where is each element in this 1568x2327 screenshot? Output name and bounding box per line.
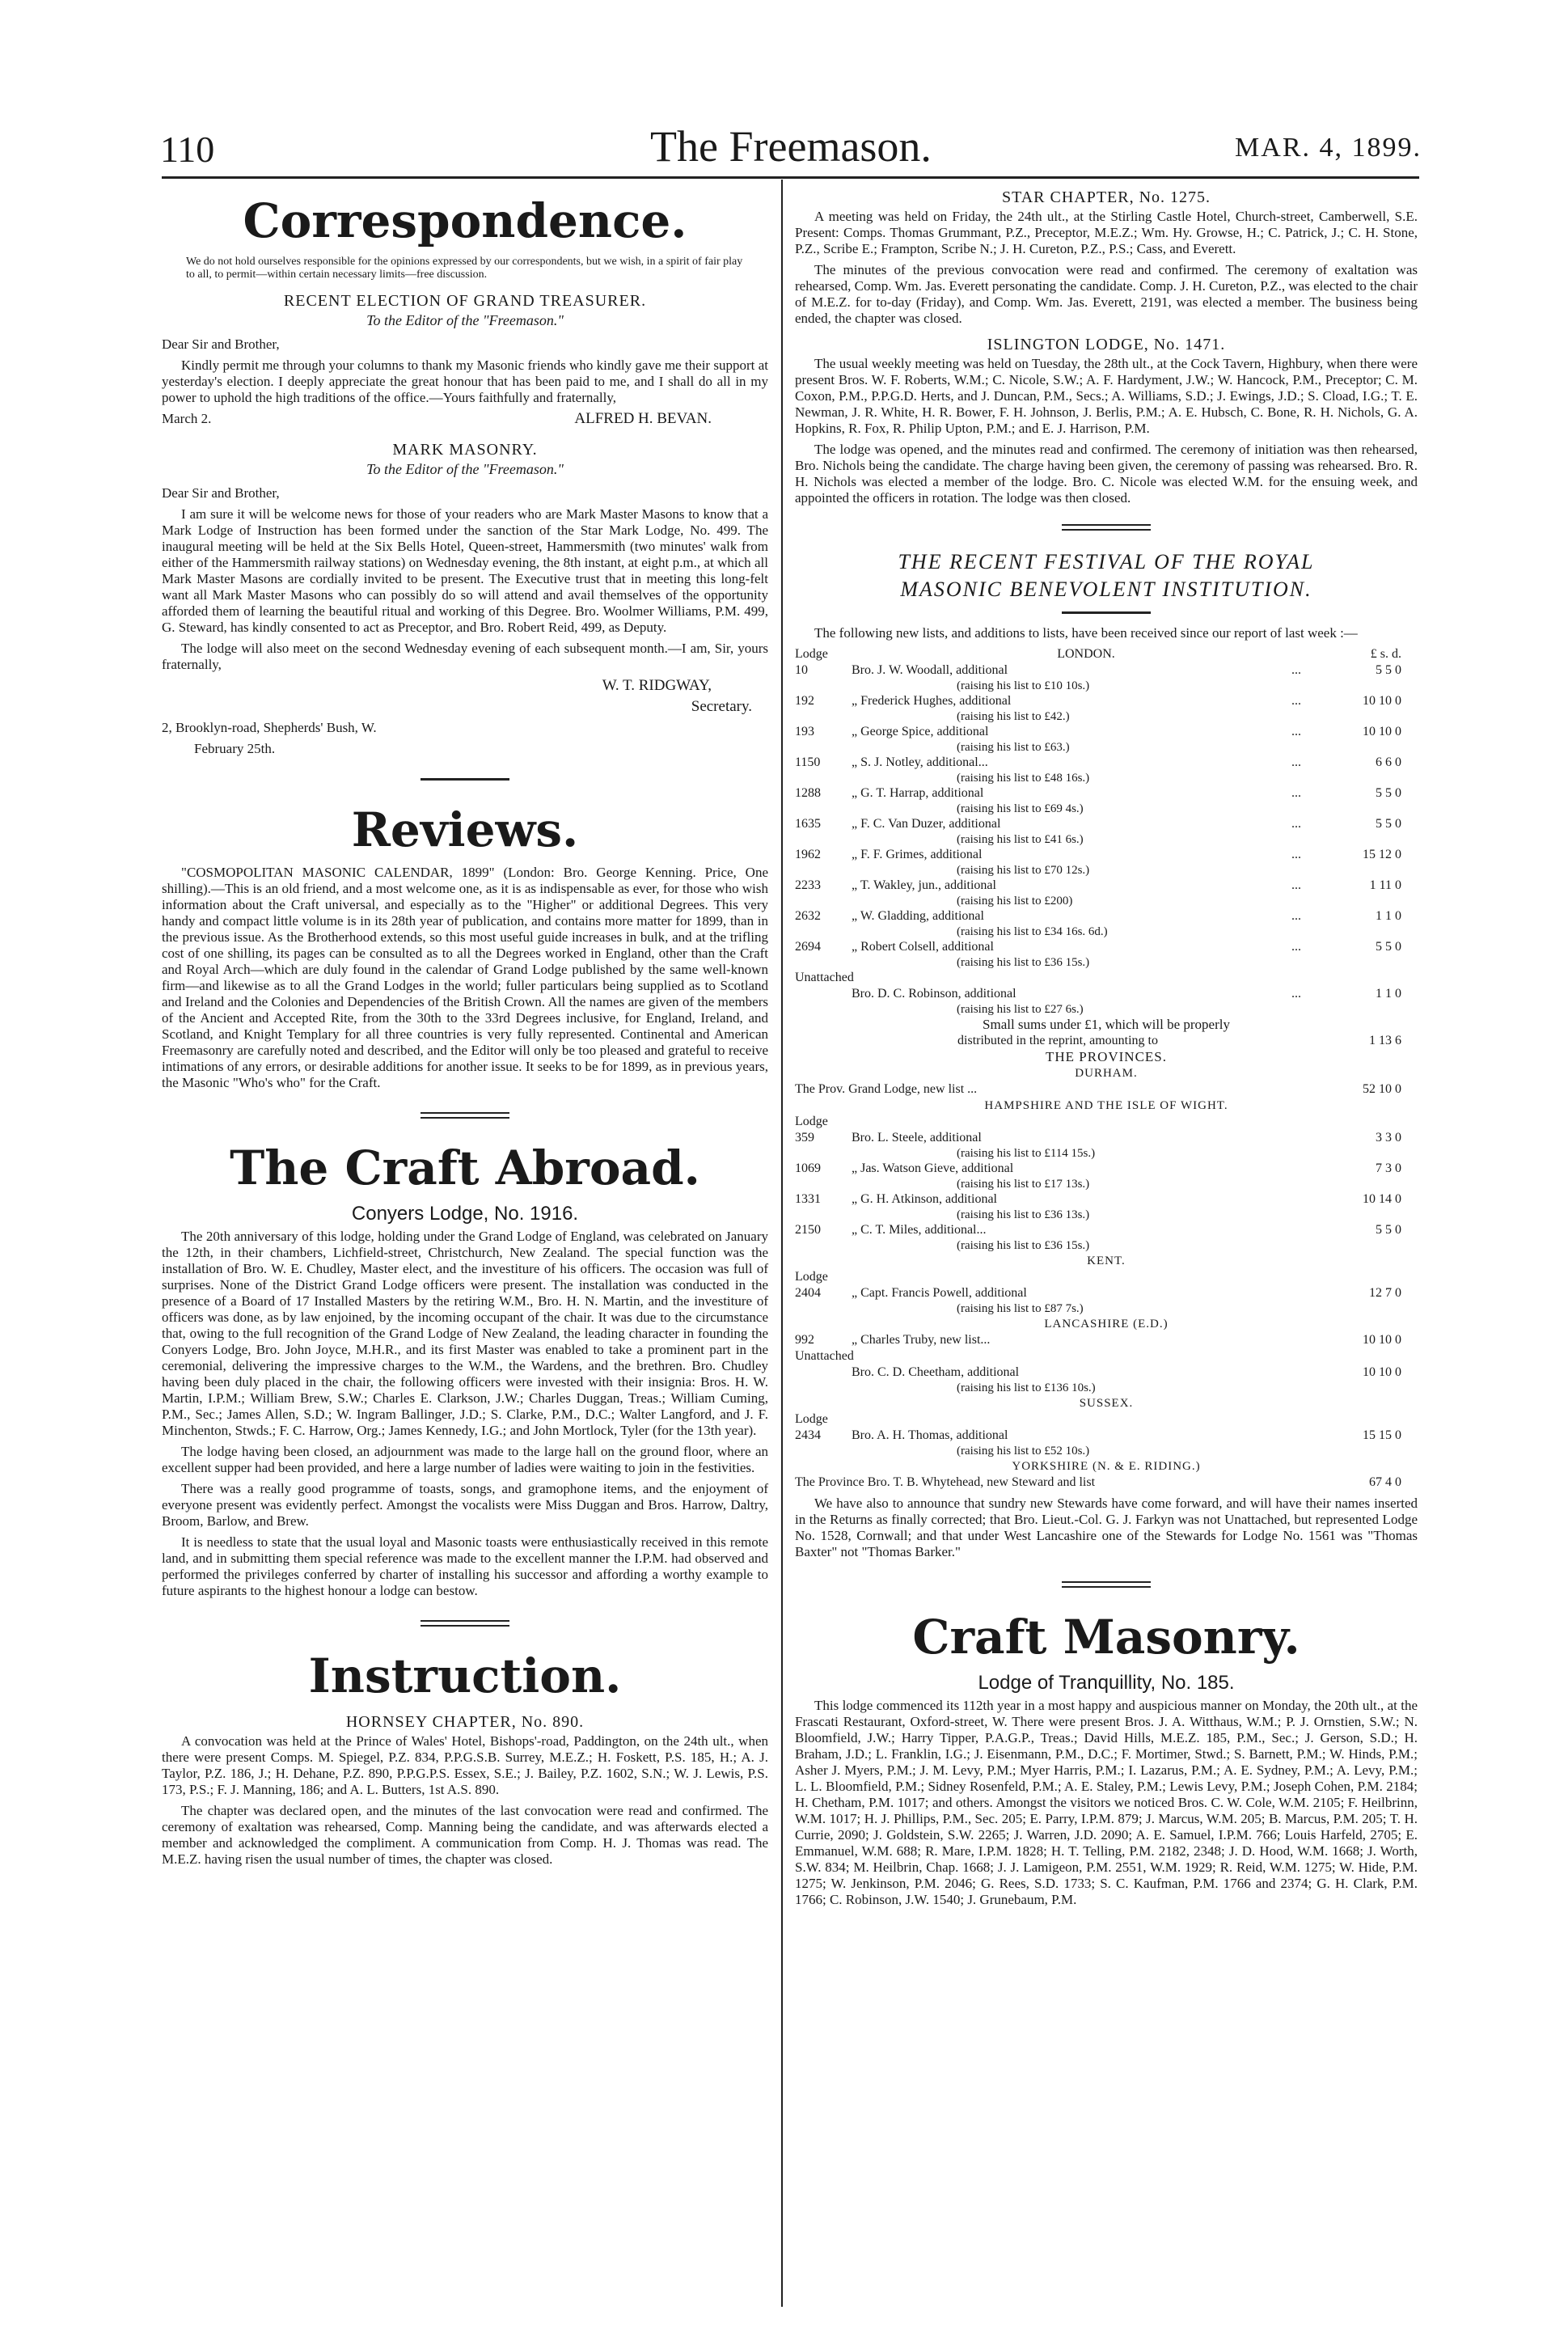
small-sums-line2: distributed in the reprint, amounting to: [957, 1034, 1158, 1047]
letter2-signature: W. T. RIDGWAY,: [602, 677, 712, 694]
leader-dots: ...: [1291, 755, 1301, 769]
lodge-number: 193: [795, 725, 814, 738]
table-row: [795, 1161, 1418, 1177]
craft-abroad-p4: It is needless to state that the usual loyal and Masonic toasts were enthusiastically received in this remote land, and in submitting them special reference was made to the excellent manner the I.P.M. had observed and performed the privileges conferred by charter of installing his successor and affording a worthy example to future aspirants to the highest honour a lodge can bestow.: [162, 1534, 768, 1598]
lodge-number: 359: [795, 1131, 814, 1144]
correspondence-heading: Correspondence.: [243, 193, 687, 248]
raise-note: (raising his list to £42.): [957, 710, 1070, 723]
amount: 10 14 0: [1363, 1192, 1401, 1206]
star-chapter-p2: The minutes of the previous convocation were read and confirmed. The ceremony of exaltation was rehearsed, Comp. Wm. Jas. Everett personating the candidate. Comp. J. H. Cureton, P.Z., was elected to the chair of M.E.Z. for to-day (Friday), and Comp. Wm. Jas. Everett, 2191, was elected a member. The business being ended, the chapter was closed.: [795, 262, 1418, 326]
table-row: [795, 785, 1418, 802]
raise-note: (raising his list to £34 16s. 6d.): [957, 925, 1108, 938]
lodge-number: 2694: [795, 940, 821, 954]
instruction-p1: A convocation was held at the Prince of Wales' Hotel, Bishops'-road, Paddington, on the 24th ult., when there were present Comps. M. Spiegel, P.Z. 834, P.P.G.S.B. Surrey, M.E.Z.; H. Foskett, P.S. 185, H.; A. J. Taylor, P.Z. 186, J.; H. Dehane, P.Z. 890, P.P.G.P.S. Essex, S.E.; J. Bailey, P.Z. 1602, S.N.; W. J. Lewis, P.S. 173, P.S.; F. J. Manning, 186; and A. L. Butters, 1st A.S. 890.: [162, 1733, 768, 1797]
conyers-lodge-title: Conyers Lodge, No. 1916.: [351, 1203, 579, 1225]
cheetham-name: Bro. C. D. Cheetham, additional: [852, 1365, 1020, 1379]
separator: [1062, 611, 1151, 614]
sussex-amount: 15 15 0: [1363, 1428, 1401, 1442]
subscriber-name: „ F. F. Grimes, additional: [852, 848, 983, 861]
letter1-signature: ALFRED H. BEVAN.: [574, 410, 712, 427]
leader-dots: ...: [1291, 694, 1301, 708]
amount: 5 5 0: [1376, 817, 1401, 831]
raise-note: (raising his list to £10 10s.): [957, 679, 1090, 692]
raise-note: (raising his list to £70 12s.): [957, 864, 1090, 877]
lodge-label: Lodge: [795, 1270, 828, 1284]
table-row: [795, 908, 1418, 924]
letter2-address: 2, Brooklyn-road, Shepherds' Bush, W.: [162, 720, 377, 735]
letter2-date: February 25th.: [194, 741, 276, 756]
masthead: The Freemason.: [650, 122, 932, 171]
lodge-number: 192: [795, 694, 814, 708]
raise-note: (raising his list to £36 15s.): [957, 956, 1090, 969]
leader-dots: ...: [1291, 940, 1301, 954]
robinson-dots: ...: [1291, 987, 1301, 1001]
separator: [1062, 1581, 1151, 1588]
lodge-number: 1069: [795, 1161, 821, 1175]
table-row: [795, 1191, 1418, 1208]
leader-dots: ...: [1291, 909, 1301, 923]
star-chapter-p1: A meeting was held on Friday, the 24th ult., at the Stirling Castle Hotel, Church-street, Camberwell, S.E. Present: Comps. Thomas Grummant, P.Z., Preceptor, M.E.Z.; Wm. Hy. Growse, H.; C. Patrick, J.; C. H. Stone, P.Z., Scribe E.; Frampton, Scribe N.; J. H. Cureton, P.Z., P.S.; Cass, and Everett.: [795, 209, 1418, 256]
lancashire-label: LANCASHIRE (E.D.): [1044, 1318, 1169, 1331]
letter2-role: Secretary.: [691, 698, 752, 715]
col-lodge: Lodge: [795, 647, 828, 661]
amount: 1 1 0: [1376, 909, 1401, 923]
provinces-label: THE PROVINCES.: [1045, 1049, 1167, 1064]
islington-p2: The lodge was opened, and the minutes read and confirmed. The ceremony of initiation was then rehearsed, Bro. Nichols being the candidate. The charge having been given, the ceremony of passing was rehearsed. Bro. R. H. Nichols was elected a member of the lodge. Bro. C. Nicole was elected W.M. for the ensuing week, and appointed the officers in rotation. The lodge was then closed.: [795, 442, 1418, 506]
small-sums-line1: Small sums under £1, which will be properly: [983, 1017, 1230, 1032]
lodge-number: 2233: [795, 878, 821, 892]
leader-dots: ...: [1291, 817, 1301, 831]
yorkshire-label: YORKSHIRE (N. & E. RIDING.): [1012, 1460, 1201, 1473]
table-row: [795, 1332, 1418, 1348]
editor-note: We do not hold ourselves responsible for the opinions expressed by our correspondents, but we wish, in a spirit of fair play to all, to permit—within certain necessary limits—free discussion.: [186, 256, 743, 281]
header-rule: [162, 176, 1419, 179]
col-region: LONDON.: [1057, 647, 1115, 661]
letter2-body1: I am sure it will be welcome news for those of your readers who are Mark Master Masons to know that a Mark Lodge of Instruction has been formed under the sanction of the Star Mark Lodge, No. 499. The inaugural meeting will be held at the Six Bells Hotel, Queen-street, Hammersmith (two minutes' walk from either of the Hammersmith railway stations) on Wednesday evening, the 8th instant, at eight p.m., at which all Mark Master Masons are cordially invited to be present. The Executive trust that in meeting this long-felt want all Mark Master Masons who can possibly do so will attend and avail themselves of the opportunity afforded them of learning the beautiful ritual and working of this Degree. Bro. Woolmer Williams, P.M. 499, G. Steward, has kindly consented to act as Preceptor, and Bro. Robert Reid, 499, as Deputy.: [162, 506, 768, 635]
subscriber-name: „ T. Wakley, jun., additional: [852, 878, 996, 892]
hampshire-label: HAMPSHIRE AND THE ISLE OF WIGHT.: [984, 1099, 1228, 1112]
sussex-lodge: 2434: [795, 1428, 821, 1442]
leader-dots: ...: [1291, 786, 1301, 800]
separator: [421, 778, 509, 781]
subscriber-name: „ G. H. Atkinson, additional: [852, 1192, 997, 1206]
unattached-label: Unattached: [795, 1349, 854, 1363]
subscriber-name: „ Robert Colsell, additional: [852, 940, 994, 954]
craft-abroad-p2: The lodge having been closed, an adjournment was made to the large hall on the ground floor, where an excellent supper had been provided, and here a large number of ladies were waiting to join in the festivities.: [162, 1444, 768, 1475]
letter1-title: RECENT ELECTION OF GRAND TREASURER.: [283, 292, 647, 310]
table-row: [795, 693, 1418, 709]
lodge-number: 1288: [795, 786, 821, 800]
amount: 5 5 0: [1376, 786, 1401, 800]
table-row: [795, 662, 1418, 679]
table-row: [795, 816, 1418, 832]
letter1-footer: [162, 411, 768, 427]
subscriber-name: Bro. J. W. Woodall, additional: [852, 663, 1008, 677]
islington-title: ISLINGTON LODGE, No. 1471.: [987, 336, 1226, 353]
york-amount: 67 4 0: [1369, 1475, 1401, 1489]
lodge-number: 1635: [795, 817, 821, 831]
amount: 5 5 0: [1376, 663, 1401, 677]
amount: 7 3 0: [1376, 1161, 1401, 1175]
letter1-salutation: Dear Sir and Brother,: [162, 336, 280, 352]
raise-note: (raising his list to £36 13s.): [957, 1208, 1090, 1221]
table-row: [795, 1130, 1418, 1146]
table-row: [795, 847, 1418, 863]
separator: [421, 1112, 509, 1119]
subscriber-name: „ George Spice, additional: [852, 725, 989, 738]
subscriber-name: „ F. C. Van Duzer, additional: [852, 817, 1001, 831]
separator: [1062, 524, 1151, 531]
subscriber-name: „ G. T. Harrap, additional: [852, 786, 984, 800]
table-row: [795, 1474, 1418, 1491]
star-chapter-title: STAR CHAPTER, No. 1275.: [1001, 188, 1211, 206]
kent-lodge: 2404: [795, 1286, 821, 1300]
craft-abroad-heading: The Craft Abroad.: [230, 1140, 700, 1195]
subscriber-name: „ C. T. Miles, additional...: [852, 1223, 987, 1237]
subscriber-name: „ W. Gladding, additional: [852, 909, 984, 923]
amount: 10 10 0: [1363, 694, 1401, 708]
cheetham-amount: 10 10 0: [1363, 1365, 1401, 1379]
amount: 5 5 0: [1376, 940, 1401, 954]
table-row: [795, 878, 1418, 894]
letter1-to: To the Editor of the "Freemason.": [366, 312, 564, 328]
letter1-date: March 2.: [162, 411, 212, 426]
issue-date: MAR. 4, 1899.: [1235, 133, 1422, 163]
raise-note: (raising his list to £48 16s.): [957, 772, 1090, 785]
table-row: [795, 1285, 1418, 1301]
small-sums-amount: 1 13 6: [1369, 1034, 1401, 1047]
hampshire-list: [795, 1130, 1418, 1253]
festival-intro: The following new lists, and additions to lists, have been received since our report of last week :—: [814, 625, 1358, 641]
raise-note: (raising his list to £41 6s.): [957, 833, 1084, 846]
cheetham-raise: (raising his list to £136 10s.): [957, 1381, 1096, 1394]
instruction-p2: The chapter was declared open, and the minutes of the last convocation were read and confirmed. The ceremony of exaltation was rehearsed, Comp. Manning being the candidate, and was afterwards elected a member and acknowledged the compliment. A communication from Comp. H. J. Thomas was read. The M.E.Z. having risen the usual number of times, the chapter was closed.: [162, 1803, 768, 1867]
lodge-label: Lodge: [795, 1115, 828, 1128]
lodge-number: 1331: [795, 1192, 821, 1206]
durham-label: DURHAM.: [1075, 1067, 1138, 1080]
table-header: [795, 646, 1418, 662]
tranquillity-lodge-title: Lodge of Tranquillity, No. 185.: [978, 1672, 1235, 1694]
craft-abroad-p3: There was a really good programme of toasts, songs, and gramophone items, and the enjoyment of everyone present was evidently perfect. Amongst the vocalists were Miss Duggan and Bros. Harrow, Daltry, Broom, Barlow, and Brew.: [162, 1481, 768, 1529]
amount: 6 6 0: [1376, 755, 1401, 769]
craft-masonry-p1: This lodge commenced its 112th year in a most happy and auspicious manner on Monday, the 20th ult., at the Frascati Restaurant, Oxford-street, W. There were present Bros. J. A. Witthaus, W.M.; P. J. Ornstien, S.W.; N. Bloomfield, J.W.; Harry Tipper, P.A.G.P., Treas.; David Hills, M.E.Z. 185, P.M., Sec.; J. Gerson, S.D.; H. Braham, J.D.; L. Franklin, I.G.; J. Eisenmann, P.M., D.C.; F. Mortimer, Stwd.; S. Barnett, P.M.; W. Hinds, P.M.; Asher J. Myers, P.M.; J. M. Levy, P.M.; Myer Harris, P.M.; I. Lazarus, P.M.; A. E. Sydney, P.M.; A. Levy, P.M.; L. L. Bloomfield, P.M.; Sidney Rosenfeld, P.M.; A. E. Staley, P.M.; Lewis Levy, P.M.; Joseph Cohen, P.M. 2184; H. Chetham, P.M. 1017; and others. Amongst the visitors we noticed Bros. C. W. Cole, W.M. 2105; F. Heilbrinn, W.M. 1017; H. J. Phillips, P.M., Sec. 205; E. Parry, I.P.M. 879; J. Marcus, W.M. 205; B. Marcus, P.M. 205; T. H. Currie, 2090; J. Goldstein, S.W. 2265; J. Warren, J.D. 2090; A. E. Samuel, I.P.M. 766; Louis Harfeld, 2705; E. Emmanuel, W.M. 688; R. Mare, I.P.M. 1828; H. T. Telling, P.M. 2182, 2348; J. D. Hood, W.M. 1668; J. Worth, S.W. 834; M. Heilbrin, Chap. 1668; J. J. Lamigeon, P.M. 2551, W.M. 1929; R. Reid, W.M. 1275; W. Hide, P.M. 1275; W. Jenkinson, P.M. 2046; G. Rees, S.D. 1733; S. C. Kaufman, P.M. 1766 and 2374; G. H. Clark, P.M. 1766; C. Robinson, J.W. 1540; J. Grunebaum, P.M.: [795, 1698, 1418, 1907]
amount: 10 10 0: [1363, 725, 1401, 738]
kent-amount: 12 7 0: [1369, 1286, 1401, 1300]
prov-grand-amount: 52 10 0: [1363, 1082, 1401, 1096]
table-row: [795, 724, 1418, 740]
amount: 5 5 0: [1376, 1223, 1401, 1237]
letter1-body: Kindly permit me through your columns to thank my Masonic friends who kindly gave me their support at yesterday's election. I deeply appreciate the great honour that has been paid to me, and I shall do all in my power to uphold the high traditions of the office.—Yours faithfully and fraternally,: [162, 358, 768, 405]
table-row: [795, 755, 1418, 771]
leader-dots: ...: [1291, 725, 1301, 738]
festival-title: [795, 548, 1418, 603]
kent-name: „ Capt. Francis Powell, additional: [852, 1286, 1027, 1300]
lodge-number: 10: [795, 663, 808, 677]
left-column: [162, 186, 768, 1872]
raise-note: (raising his list to £36 15s.): [957, 1239, 1090, 1252]
robinson-raise: (raising his list to £27 6s.): [957, 1003, 1084, 1016]
amount: 1 11 0: [1369, 878, 1401, 892]
york-name: The Province Bro. T. B. Whytehead, new Steward and list: [795, 1475, 1096, 1489]
robinson-amount: 1 1 0: [1376, 987, 1401, 1001]
letter2-title: MARK MASONRY.: [392, 441, 538, 459]
page-header: [160, 121, 1422, 178]
reviews-heading: Reviews.: [351, 802, 579, 857]
letter2-to: To the Editor of the "Freemason.": [366, 461, 564, 477]
table-row: [795, 1428, 1418, 1444]
sussex-label: SUSSEX.: [1079, 1397, 1134, 1410]
table-row: [795, 986, 1418, 1002]
page-number: 110: [160, 129, 215, 170]
table-row: [795, 1033, 1418, 1049]
raise-note: (raising his list to £63.): [957, 741, 1070, 754]
festival-title-line2: MASONIC BENEVOLENT INSTITUTION.: [900, 578, 1312, 601]
craft-abroad-p1: The 20th anniversary of this lodge, holding under the Grand Lodge of England, was celebrated on January the 12th, in their chambers, Lichfield-street, Christchurch, New Zealand. The special function was the installation of Bro. W. E. Chudley, Master elect, and the investiture of his officers. The occasion was full of surprises. None of the District Grand Lodge officers were present. The installation was conducted in the presence of a Board of 17 Installed Masters by the retiring W.M., Bro. H. N. Martin, and the investiture of officers was done, as by law enjoined, by the incoming occupant of the chair. It was due to the circumstance that, owing to the full recognition of the Grand Lodge of New Zealand, the leading character in founding the Conyers Lodge, Bro. John Joyce, M.H.R., and its first Master was enabled to take a prominent part in the ceremonial, delivering the impressive charges to the W.M., the Wardens, and the brethren. Bro. Chudley having been duly placed in the chair, the following officers were invested with their insignia: Bros. H. W. Martin, I.P.M.; William Brew, S.W.; Charles E. Clarkson, J.W.; Charles Duggan, Treas.; William Cuming, P.M., Sec.; James Allen, S.D.; W. Ingram Ballinger, J.D.; S. Clarke, P.M., D.C.; Walter Langford, and J. F. Minchenton, Stwds.; F. C. Harrow, Org.; James Kennedy, I.G.; and John Mortlock, Tyler (for the 13th year).: [162, 1229, 768, 1438]
lanc-amount: 10 10 0: [1363, 1333, 1401, 1347]
lodge-number: 2632: [795, 909, 821, 923]
craft-masonry-heading: Craft Masonry.: [912, 1610, 1300, 1665]
amount: 3 3 0: [1376, 1131, 1401, 1144]
table-row: [795, 1081, 1418, 1098]
leader-dots: ...: [1291, 848, 1301, 861]
lodge-number: 1962: [795, 848, 821, 861]
kent-label: KENT.: [1087, 1254, 1126, 1267]
subscriber-name: Bro. L. Steele, additional: [852, 1131, 982, 1144]
subscriber-name: „ Frederick Hughes, additional: [852, 694, 1012, 708]
separator: [421, 1620, 509, 1627]
sussex-raise: (raising his list to £52 10s.): [957, 1445, 1090, 1458]
festival-closing: We have also to announce that sundry new Stewards have come forward, and will have their names inserted in the Returns as finally corrected; that Bro. Lieut.-Col. G. J. Farkyn was not Unattached, but represented Lodge No. 1528, Cornwall; and that under West Lancashire one of the Stewards for Lodge No. 1561 was "Thomas Baxter" not "Thomas Barker.": [795, 1496, 1418, 1559]
letter2-body2: The lodge will also meet on the second Wednesday evening of each subsequent month.—I am, Sir, yours fraternally,: [162, 641, 768, 672]
lodge-number: 1150: [795, 755, 821, 769]
islington-p1: The usual weekly meeting was held on Tuesday, the 28th ult., at the Cock Tavern, Highbury, when there were present Bros. W. F. Roberts, W.M.; C. Nicole, S.W.; A. F. Hardyment, J.W.; W. Hancock, P.M., Preceptor; C. M. Coxon, P.M., P.P.G.D. Herts, and J. Duncan, P.M., Secs.; A. Williams, S.D.; J. Ewings, J.D.; S. Cload, I.G.; T. E. Newman, J. R. White, H. R. Bower, F. H. Johnson, J. Berlis, P.M.; A. E. Hubsch, C. Bone, R. H. Nichols, G. A. Hopkins, R. Fox, R. Philip Upton, P.M.; and E. J. Harrison, P.M.: [795, 356, 1418, 436]
sussex-name: Bro. A. H. Thomas, additional: [852, 1428, 1008, 1442]
right-column: [795, 186, 1418, 1913]
table-row: [795, 1222, 1418, 1238]
unattached-label: Unattached: [795, 971, 854, 984]
col-amount: £ s. d.: [1370, 647, 1401, 661]
amount: 15 12 0: [1363, 848, 1401, 861]
robinson-name: Bro. D. C. Robinson, additional: [852, 987, 1016, 1001]
raise-note: (raising his list to £17 13s.): [957, 1178, 1090, 1191]
lanc-lodge: 992: [795, 1333, 814, 1347]
raise-note: (raising his list to £200): [957, 895, 1073, 908]
raise-note: (raising his list to £69 4s.): [957, 802, 1084, 815]
instruction-heading: Instruction.: [308, 1648, 622, 1703]
kent-raise: (raising his list to £87 7s.): [957, 1302, 1084, 1315]
table-row: [795, 939, 1418, 955]
london-list: [795, 662, 1418, 970]
festival-title-line1: THE RECENT FESTIVAL OF THE ROYAL: [898, 550, 1315, 573]
subscriber-name: „ Jas. Watson Gieve, additional: [852, 1161, 1014, 1175]
table-row: [795, 1364, 1418, 1381]
lanc-name: „ Charles Truby, new list...: [852, 1333, 991, 1347]
subscriber-name: „ S. J. Notley, additional...: [852, 755, 988, 769]
leader-dots: ...: [1291, 878, 1301, 892]
column-divider: [781, 180, 783, 2307]
prov-grand-name: The Prov. Grand Lodge, new list ...: [795, 1082, 978, 1096]
lodge-number: 2150: [795, 1223, 821, 1237]
hornsey-chapter-title: HORNSEY CHAPTER, No. 890.: [345, 1713, 585, 1731]
leader-dots: ...: [1291, 663, 1301, 677]
lodge-label: Lodge: [795, 1412, 828, 1426]
letter2-salutation: Dear Sir and Brother,: [162, 485, 280, 501]
raise-note: (raising his list to £114 15s.): [957, 1147, 1096, 1160]
reviews-body: "COSMOPOLITAN MASONIC CALENDAR, 1899" (London: Bro. George Kenning. Price, One shilling).—This is an old friend, and a most welcome one, as it is as indispensable as ever, for those who wish information about the Craft universal, and especially as to the "Higher" or additional Degrees. This very handy and compact little volume is in its 28th year of publication, and contains more matter for 1899, than in the previous issue. As the Brotherhood extends, so this most useful guide increases in bulk, and at the trifling cost of one shilling, its pages can be consulted as to all the Degrees worked in England, other than the Craft and Royal Arch—which are duly found in the calendar of Grand Lodge published by the same well-known firm—and likewise as to all the Grand Lodges in the world; fuller particulars being supplied as to Scotland and Ireland and the Colonies and Dependencies of the British Crown. All the names are given of the members of the Ancient and Accepted Rite, from the 30th to the 33rd Degrees inclusive, for England, Ireland, and Scotland, and Knight Templary for all three countries is very fully represented. Continental and American Freemasonry are carefully noted and described, and the Editor will only be too pleased and grateful to receive intimations of any errors, or desirable additions for another issue. It seeks to be for 1899, as in previous years, the Masonic "Who's who" for the Craft.: [162, 865, 768, 1090]
